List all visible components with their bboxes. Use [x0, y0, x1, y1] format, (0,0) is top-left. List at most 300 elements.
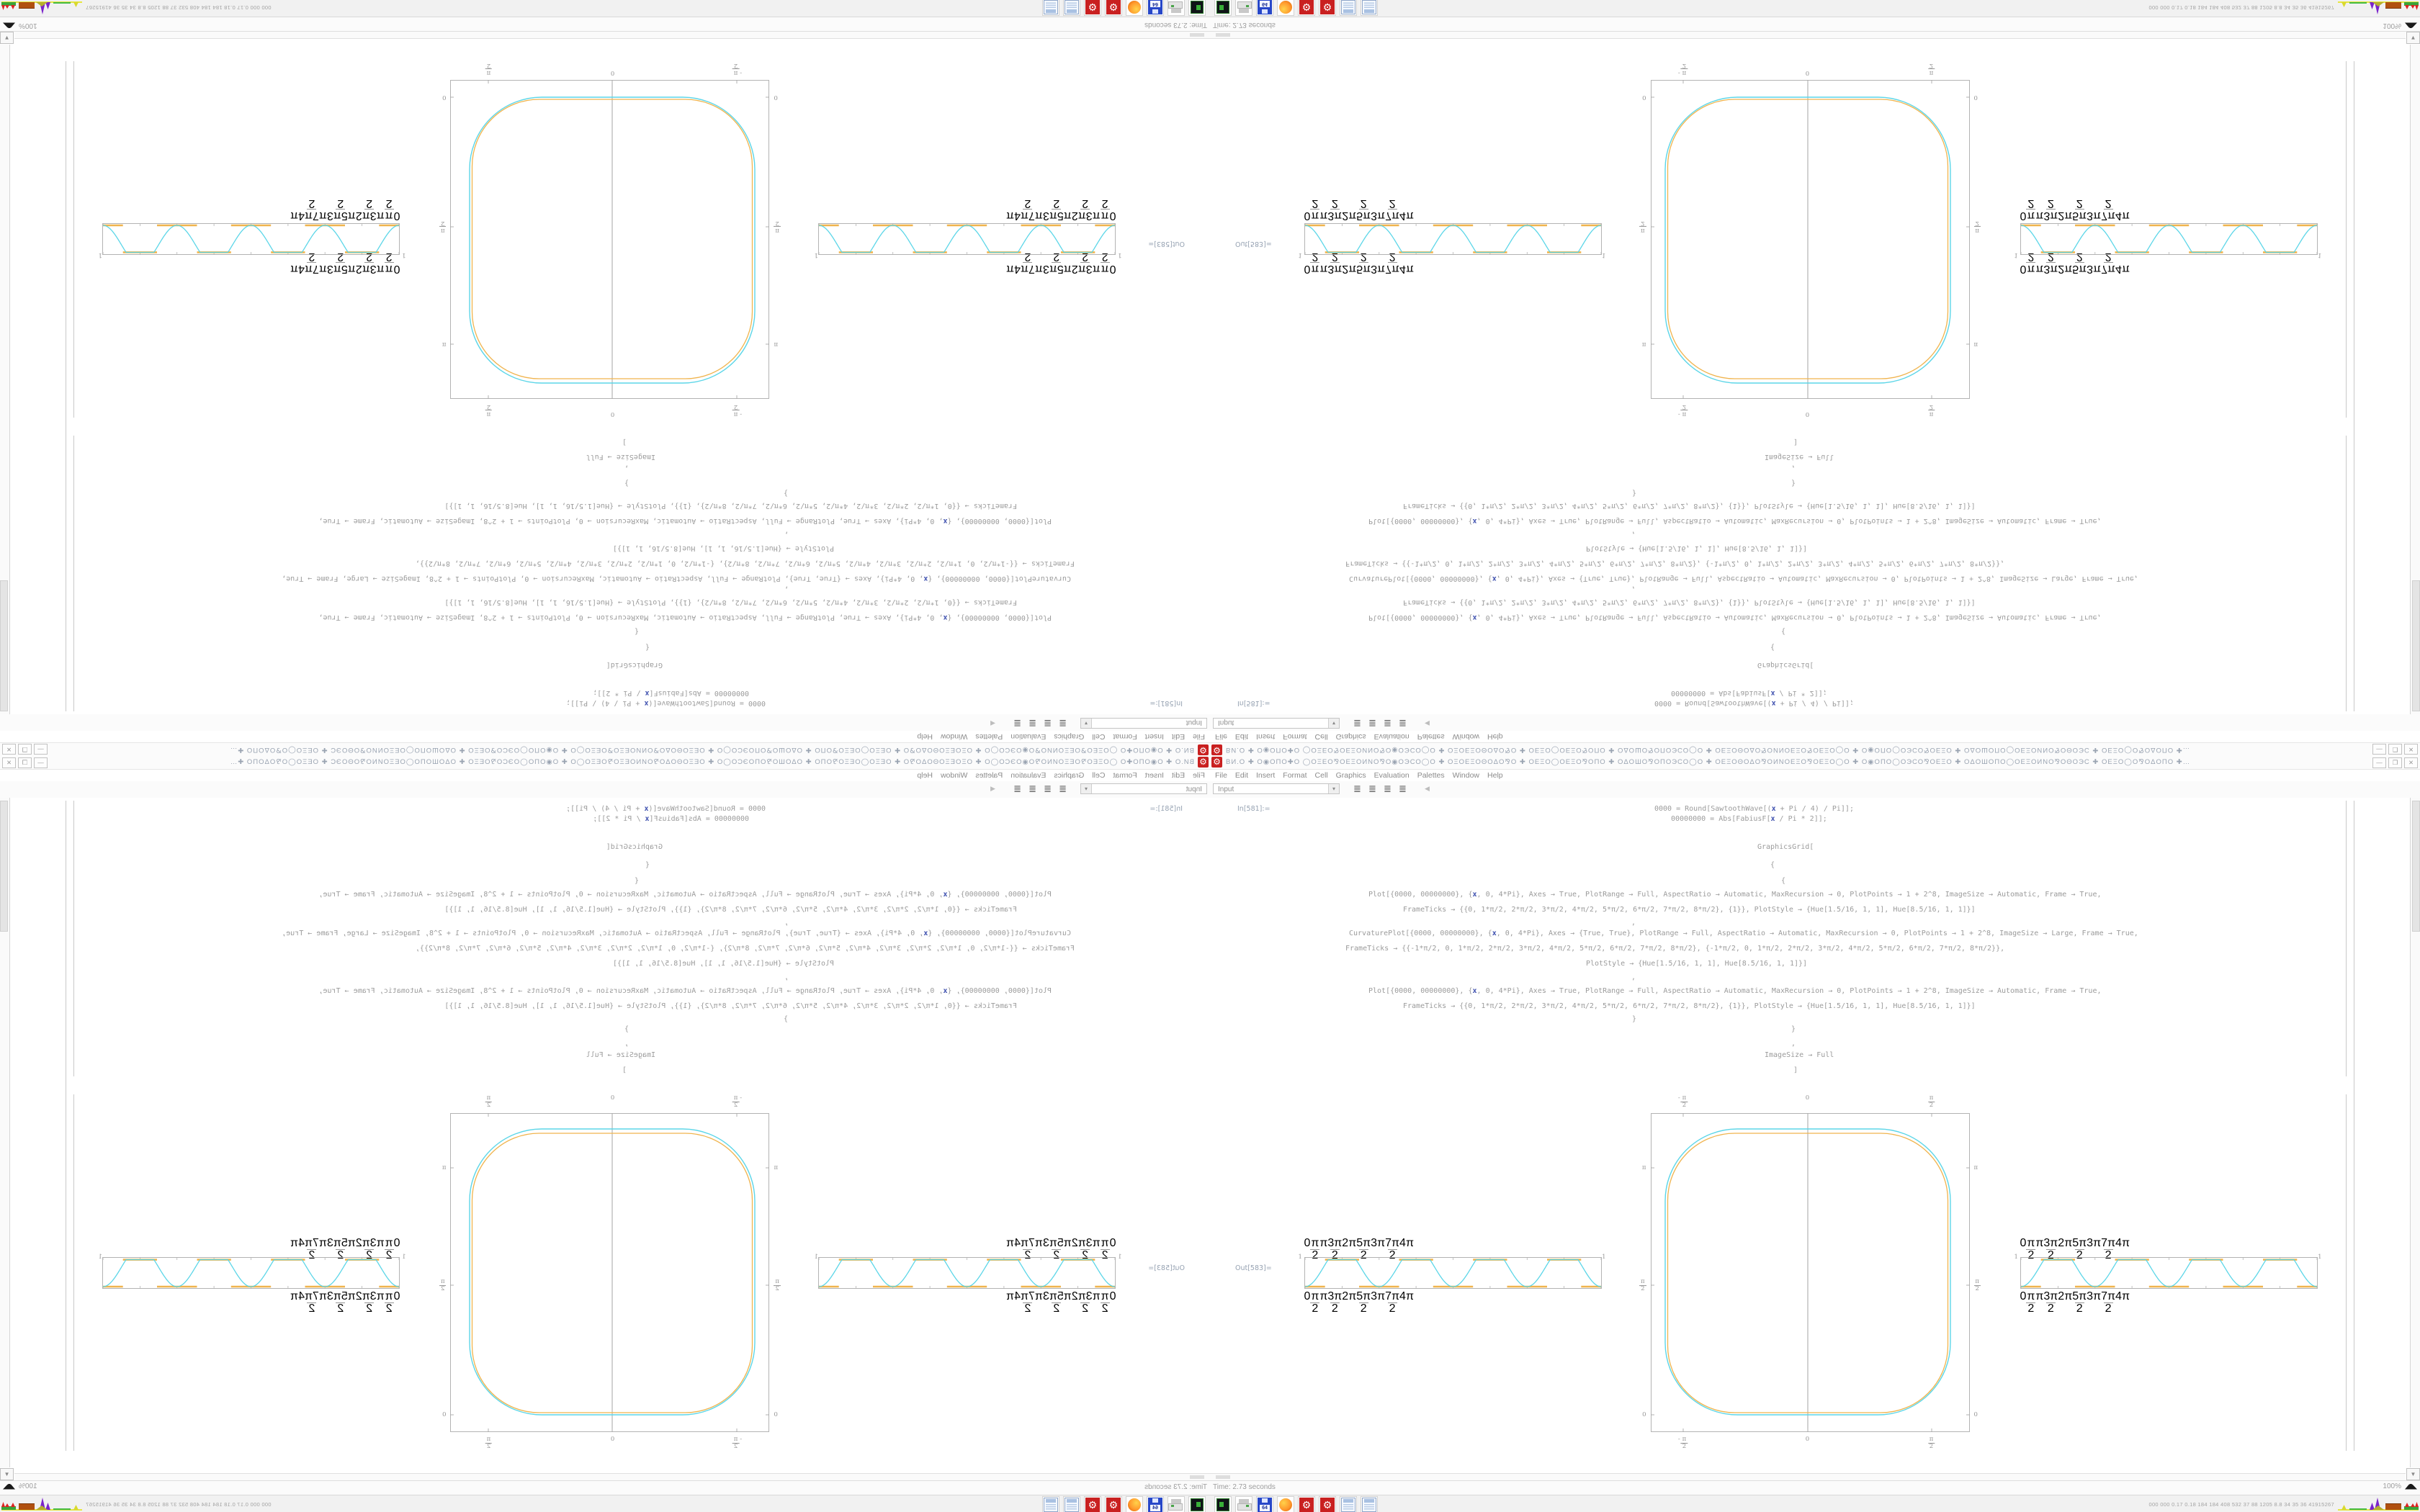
- taskbar-icon-printer[interactable]: [1168, 1496, 1185, 1512]
- wave-plot-frame: [1304, 1257, 1602, 1289]
- taskbar-icon-gear-red[interactable]: ⚙: [1298, 1496, 1315, 1512]
- code-line-6[interactable]: FrameTicks → {{0, 1*π/2, 2*π/2, 3*π/2, 4*π/2, 5*π/2, 6*π/2, 7*π/2, 8*π/2}, {1}}, PlotStyle → {Hue[1.5/16, 1, 1], Hue[8.5/16, 1, 1]}]: [444, 598, 1017, 606]
- tick-label: 2π: [1063, 210, 1078, 222]
- code-line-18[interactable]: ]: [622, 438, 627, 446]
- code-line-5[interactable]: Plot[{0000, 00000000}, {x, 0, 4*Pi}, Axes → True, PlotRange → Full, AspectRatio → Automatic, MaxRecursion → 0, PlotPoints → 1 + 2^8, ImageSize → Automatic, Frame → True,: [318, 613, 1052, 621]
- code-line-9[interactable]: FrameTicks → {{-1*π/2, 0, 1*π/2, 2*π/2, 3*π/2, 4*π/2, 5*π/2, 6*π/2, 7*π/2, 8*π/2}, {-1*π/2, 0, 1*π/2, 2*π/2, 3*π/2, 4*π/2, 5*π/2, 6*π/2, 7*π/2, 8*π/2}},: [415, 559, 1075, 567]
- menu-item-palettes[interactable]: Palettes: [975, 771, 1003, 780]
- menu-item-palettes[interactable]: Palettes: [1417, 771, 1445, 780]
- menu-item-evaluation[interactable]: Evaluation: [1373, 771, 1410, 780]
- y-tick-label: 0: [1642, 1411, 1646, 1418]
- x-tick-label: π 2: [486, 403, 491, 418]
- tick-label: 4π: [290, 263, 305, 276]
- maximize-button[interactable]: ❐: [2388, 744, 2402, 755]
- toolbar-collapse-icon[interactable]: ◀: [990, 785, 995, 792]
- code-line-3[interactable]: {: [1770, 861, 1775, 869]
- code-line-7[interactable]: ,: [1631, 919, 1636, 927]
- dropdown-arrow-icon[interactable]: ▾: [1081, 719, 1092, 728]
- justify-button-3[interactable]: ≣: [1399, 718, 1407, 729]
- vertical-scrollbar[interactable]: [2410, 45, 2420, 714]
- magnification-value[interactable]: 100%: [2383, 1482, 2401, 1490]
- tick-label: π 2: [2027, 250, 2035, 276]
- wave-bottom-tick-labels: [104, 1290, 400, 1315]
- code-line-9[interactable]: FrameTicks → {{-1*π/2, 0, 1*π/2, 2*π/2, 3*π/2, 4*π/2, 5*π/2, 6*π/2, 7*π/2, 8*π/2}, {-1*π/2, 0, 1*π/2, 2*π/2, 3*π/2, 4*π/2, 5*π/2, 6*π/2, 7*π/2, 8*π/2}},: [1345, 945, 2005, 953]
- taskbar-icon-gear-red[interactable]: ⚙: [1319, 1496, 1336, 1512]
- taskbar-icon-floppy-64[interactable]: 64: [1147, 1496, 1164, 1512]
- system-monitor-graph[interactable]: [1, 1, 82, 15]
- code-line-18[interactable]: ]: [1793, 1066, 1798, 1074]
- menu-item-graphics[interactable]: Graphics: [1335, 732, 1366, 741]
- cell-bracket-output[interactable]: [2346, 61, 2347, 418]
- menu-item-insert[interactable]: Insert: [1144, 732, 1164, 741]
- sysmon-red-spike: [11, 1503, 15, 1507]
- magnification-menu-icon[interactable]: [2405, 1484, 2417, 1490]
- menu-item-file[interactable]: File: [1215, 732, 1227, 741]
- menu-item-help[interactable]: Help: [917, 771, 933, 780]
- in-cell-label: In[581]:=: [1237, 699, 1270, 707]
- menu-item-cell[interactable]: Cell: [1314, 732, 1328, 741]
- code-line-13[interactable]: FrameTicks → {{0, 1*π/2, 2*π/2, 3*π/2, 4*π/2, 5*π/2, 6*π/2, 7*π/2, 8*π/2}, {1}}, PlotStyle → {Hue[1.5/16, 1, 1], Hue[8.5/16, 1, 1]}]: [444, 1002, 1017, 1010]
- justify-button-3[interactable]: ≣: [1013, 718, 1021, 729]
- maximize-button[interactable]: ❐: [18, 757, 32, 768]
- code-line-13[interactable]: FrameTicks → {{0, 1*π/2, 2*π/2, 3*π/2, 4*π/2, 5*π/2, 6*π/2, 7*π/2, 8*π/2}, {1}}, PlotStyle → {Hue[1.5/16, 1, 1], Hue[8.5/16, 1, 1]}]: [444, 502, 1017, 510]
- vertical-scrollbar[interactable]: [0, 45, 10, 714]
- taskbar-icon-firefox[interactable]: [1126, 1496, 1143, 1512]
- tick-label: 3π: [2087, 1236, 2102, 1249]
- code-line-1[interactable]: 00000000 = Abs[FabiusF[x / Pi * 2]];: [593, 815, 749, 823]
- magnification-indicator[interactable]: [2383, 1482, 2417, 1490]
- code-line-2[interactable]: GraphicsGrid[: [606, 843, 663, 851]
- code-line-1[interactable]: 00000000 = Abs[FabiusF[x / Pi * 2]];: [1671, 689, 1827, 697]
- toolbar-collapse-icon[interactable]: ◀: [1425, 785, 1430, 792]
- menu-item-help[interactable]: Help: [1487, 732, 1503, 741]
- menu-item-insert[interactable]: Insert: [1144, 771, 1164, 780]
- taskbar-icon-floppy-64[interactable]: 64: [1256, 1496, 1273, 1512]
- taskbar-icon-printer[interactable]: [1168, 0, 1185, 16]
- vertical-scrollbar-thumb[interactable]: [0, 801, 8, 932]
- taskbar-icon-calculator[interactable]: [1042, 1496, 1059, 1512]
- tick-label: $\frac{5\pi}{2}$: [2072, 1236, 2087, 1262]
- menu-item-file[interactable]: File: [1215, 771, 1227, 780]
- magnification-indicator[interactable]: [2383, 22, 2417, 30]
- close-button[interactable]: ✕: [2404, 744, 2418, 755]
- code-line-10[interactable]: PlotStyle → {Hue[1.5/16, 1, 1], Hue[8.5/16, 1, 1]}]: [1586, 544, 1808, 552]
- code-line-16[interactable]: ,: [1791, 1040, 1796, 1048]
- menu-item-edit[interactable]: Edit: [1171, 771, 1186, 780]
- justify-button-2[interactable]: ≣: [1384, 718, 1392, 729]
- tick-label: π: [1092, 1290, 1101, 1302]
- taskbar-icon-gear-red[interactable]: ⚙: [1319, 0, 1336, 16]
- tick-label: 0: [393, 263, 400, 276]
- magnification-indicator[interactable]: [3, 1482, 37, 1490]
- y-tick-label: π: [1641, 341, 1646, 348]
- code-line-7[interactable]: ,: [784, 919, 789, 927]
- code-line-2[interactable]: GraphicsGrid[: [1757, 843, 1814, 851]
- cell-bracket-output[interactable]: [2346, 1094, 2347, 1451]
- code-line-3[interactable]: {: [645, 643, 650, 651]
- horizontal-scrollbar-thumb[interactable]: [1190, 33, 1204, 37]
- scroll-down-button[interactable]: ▼: [2406, 1468, 2420, 1480]
- vertical-scrollbar-thumb[interactable]: [2412, 580, 2420, 711]
- window-buttons: [2, 757, 48, 768]
- menu-item-graphics[interactable]: Graphics: [1054, 771, 1085, 780]
- menu-item-cell[interactable]: Cell: [1314, 771, 1328, 780]
- menu-item-file[interactable]: File: [1193, 732, 1205, 741]
- tick-label: π: [376, 263, 385, 276]
- taskbar-icon-calculator[interactable]: [1063, 0, 1080, 16]
- code-line-10[interactable]: PlotStyle → {Hue[1.5/16, 1, 1], Hue[8.5/16, 1, 1]}]: [1586, 960, 1808, 968]
- code-line-14[interactable]: }: [1632, 489, 1637, 497]
- app-gear-icon: ⚙: [1198, 744, 1209, 755]
- code-line-5[interactable]: Plot[{0000, 00000000}, {x, 0, 4*Pi}, Axes → True, PlotRange → Full, AspectRatio → Automatic, MaxRecursion → 0, PlotPoints → 1 + 2^8, ImageSize → Automatic, Frame → True,: [1368, 891, 2102, 899]
- cell-style-dropdown[interactable]: [1080, 718, 1207, 729]
- close-button[interactable]: ✕: [2, 744, 16, 755]
- code-line-0[interactable]: 0000 = Round[SawtoothWave[(x + Pi / 4) / Pi]];: [1654, 699, 1854, 707]
- taskbar-icon-calculator[interactable]: [1340, 0, 1357, 16]
- system-monitor-graph[interactable]: [2338, 1, 2419, 15]
- menu-item-window[interactable]: Window: [1452, 732, 1480, 741]
- code-line-18[interactable]: ]: [1793, 438, 1798, 446]
- tick-label: 0: [2020, 1236, 2027, 1249]
- menu-item-window[interactable]: Window: [940, 771, 968, 780]
- justify-button-2[interactable]: ≣: [1028, 718, 1036, 729]
- minimize-button[interactable]: —: [34, 757, 48, 768]
- code-line-10[interactable]: PlotStyle → {Hue[1.5/16, 1, 1], Hue[8.5/16, 1, 1]}]: [612, 544, 834, 552]
- taskbar-icon-calculator[interactable]: [1340, 1496, 1357, 1512]
- plot-curvature-rounded-square: [441, 61, 780, 418]
- justify-button-3[interactable]: ≣: [1013, 783, 1021, 794]
- code-line-3[interactable]: {: [1770, 643, 1775, 651]
- dropdown-arrow-icon[interactable]: ▾: [1081, 784, 1092, 793]
- magnification-value[interactable]: 100%: [2383, 22, 2401, 30]
- horizontal-scrollbar[interactable]: [1210, 32, 2406, 39]
- code-line-14[interactable]: }: [783, 489, 788, 497]
- code-line-17[interactable]: ImageSize → Full: [1765, 453, 1834, 461]
- toolbar-collapse-icon[interactable]: ◀: [1425, 720, 1430, 727]
- magnification-menu-icon[interactable]: [3, 1484, 15, 1490]
- window-titlebar[interactable]: [1210, 742, 2420, 756]
- code-line-17[interactable]: ImageSize → Full: [586, 453, 655, 461]
- tick-label: π: [1319, 1236, 1328, 1249]
- scroll-down-button[interactable]: ▼: [0, 1468, 14, 1480]
- taskbar-icon-floppy-64[interactable]: 64: [1147, 0, 1164, 16]
- curvature-plot-frame: [451, 1113, 770, 1432]
- justify-button-1[interactable]: ≣: [1368, 718, 1376, 729]
- x-tick-label: $\frac{\pi}{2}$: [486, 1094, 491, 1109]
- magnification-value[interactable]: 100%: [19, 22, 37, 30]
- menu-item-window[interactable]: Window: [940, 732, 968, 741]
- code-line-12[interactable]: Plot[{0000, 00000000}, {x, 0, 4*Pi}, Axes → True, PlotRange → Full, AspectRatio → Automatic, MaxRecursion → 0, PlotPoints → 1 + 2^8, ImageSize → Automatic, Frame → True,: [1368, 987, 2102, 995]
- magnification-value[interactable]: 100%: [19, 1482, 37, 1490]
- tick-label: 0: [1109, 1236, 1116, 1249]
- justify-button-1[interactable]: ≣: [1044, 718, 1052, 729]
- taskbar: [0, 0, 1210, 17]
- plot-square-wave-left: [814, 1236, 1122, 1315]
- close-button[interactable]: ✕: [2404, 757, 2418, 768]
- system-monitor-graph[interactable]: [1, 1497, 82, 1511]
- format-toolbar: [0, 781, 1210, 798]
- code-line-6[interactable]: FrameTicks → {{0, 1*π/2, 2*π/2, 3*π/2, 4*π/2, 5*π/2, 6*π/2, 7*π/2, 8*π/2}, {1}}, PlotStyle → {Hue[1.5/16, 1, 1], Hue[8.5/16, 1, 1]}]: [1403, 906, 1976, 914]
- magnification-indicator[interactable]: [3, 22, 37, 30]
- x-tick-label: - $\frac{\pi}{2}$: [733, 1094, 743, 1109]
- code-line-8[interactable]: CurvaturePlot[{0000, 00000000}, {x, 0, 4*Pi}, Axes → {True, True}, PlotRange → Full, AspectRatio → Automatic, MaxRecursion → 0, PlotPoints → 1 + 2^8, ImageSize → Large, Frame → True,: [282, 930, 1071, 937]
- justify-button-0[interactable]: ≣: [1059, 783, 1067, 794]
- justify-button-2[interactable]: ≣: [1028, 783, 1036, 794]
- horizontal-scrollbar[interactable]: [14, 32, 1210, 39]
- code-line-11[interactable]: ,: [1631, 531, 1636, 539]
- wave-plot-frame: [819, 224, 1116, 256]
- code-line-0[interactable]: 0000 = Round[SawtoothWave[(x + Pi / 4) / Pi]];: [566, 699, 766, 707]
- code-line-9[interactable]: FrameTicks → {{-1*π/2, 0, 1*π/2, 2*π/2, 3*π/2, 4*π/2, 5*π/2, 6*π/2, 7*π/2, 8*π/2}, {-1*π/2, 0, 1*π/2, 2*π/2, 3*π/2, 4*π/2, 5*π/2, 6*π/2, 7*π/2, 8*π/2}},: [1345, 559, 2005, 567]
- cell-bracket-input[interactable]: [2346, 801, 2347, 1076]
- justify-button-0[interactable]: ≣: [1353, 718, 1361, 729]
- code-line-1[interactable]: 00000000 = Abs[FabiusF[x / Pi * 2]];: [1671, 815, 1827, 823]
- taskbar-icon-firefox[interactable]: [1126, 0, 1143, 16]
- cell-style-value: Input: [1186, 786, 1202, 793]
- sysmon-olive-mound: [36, 2, 48, 6]
- cell-style-dropdown[interactable]: [1213, 718, 1340, 729]
- taskbar-icon-firefox[interactable]: [1277, 1496, 1294, 1512]
- code-line-15[interactable]: }: [1791, 1025, 1796, 1033]
- menu-item-insert[interactable]: Insert: [1256, 771, 1276, 780]
- menu-item-format[interactable]: Format: [1283, 771, 1307, 780]
- horizontal-scrollbar-thumb[interactable]: [1216, 1475, 1230, 1479]
- menu-item-edit[interactable]: Edit: [1234, 771, 1249, 780]
- sysmon-green-line: [2349, 1508, 2367, 1510]
- taskbar-icon-calculator[interactable]: [1361, 0, 1378, 16]
- taskbar-icon-terminal[interactable]: [1214, 0, 1232, 16]
- code-line-12[interactable]: Plot[{0000, 00000000}, {x, 0, 4*Pi}, Axes → True, PlotRange → Full, AspectRatio → Automatic, MaxRecursion → 0, PlotPoints → 1 + 2^8, ImageSize → Automatic, Frame → True,: [318, 517, 1052, 525]
- taskbar-icon-floppy-64[interactable]: 64: [1256, 0, 1273, 16]
- cell-style-dropdown[interactable]: [1213, 783, 1340, 794]
- menu-item-help[interactable]: Help: [1487, 771, 1503, 780]
- taskbar-icon-gear-red[interactable]: ⚙: [1298, 0, 1315, 16]
- minimize-button[interactable]: —: [34, 744, 48, 755]
- code-line-8[interactable]: CurvaturePlot[{0000, 00000000}, {x, 0, 4*Pi}, Axes → {True, True}, PlotRange → Full, AspectRatio → Automatic, MaxRecursion → 0, PlotPoints → 1 + 2^8, ImageSize → Large, Frame → True,: [282, 575, 1071, 582]
- magnification-menu-icon[interactable]: [3, 23, 15, 29]
- horizontal-scrollbar-thumb[interactable]: [1190, 1475, 1204, 1479]
- taskbar-icon-printer[interactable]: [1235, 1496, 1252, 1512]
- code-line-4[interactable]: {: [634, 877, 639, 885]
- menu-item-edit[interactable]: Edit: [1234, 732, 1249, 741]
- sysmon-olive-mound: [2372, 2, 2384, 6]
- system-stats-text: 000 000 0.17 0.18 184 184 408 532 37 88 1205 8.8 34 35 36 41915267: [86, 4, 272, 12]
- cell-bracket-input[interactable]: [2346, 436, 2347, 711]
- window-titlebar[interactable]: [1210, 756, 2420, 770]
- code-line-17[interactable]: ImageSize → Full: [1765, 1051, 1834, 1059]
- code-line-8[interactable]: CurvaturePlot[{0000, 00000000}, {x, 0, 4*Pi}, Axes → {True, True}, PlotRange → Full, AspectRatio → Automatic, MaxRecursion → 0, PlotPoints → 1 + 2^8, ImageSize → Large, Frame → True,: [1349, 930, 2138, 937]
- taskbar-icon-terminal[interactable]: [1188, 0, 1206, 16]
- code-line-14[interactable]: }: [783, 1015, 788, 1023]
- code-line-15[interactable]: }: [1791, 479, 1796, 487]
- sysmon-purple-spike: [45, 1503, 50, 1510]
- tick-label: 5π 2: [1356, 250, 1371, 276]
- code-line-14[interactable]: }: [1632, 1015, 1637, 1023]
- menu-item-format[interactable]: Format: [1113, 771, 1137, 780]
- tick-label: 2π: [2058, 1290, 2073, 1302]
- tick-label: 2π: [1342, 1290, 1357, 1302]
- code-line-6[interactable]: FrameTicks → {{0, 1*π/2, 2*π/2, 3*π/2, 4*π/2, 5*π/2, 6*π/2, 7*π/2, 8*π/2}, {1}}, PlotStyle → {Hue[1.5/16, 1, 1], Hue[8.5/16, 1, 1]}]: [444, 906, 1017, 914]
- code-line-15[interactable]: }: [624, 1025, 629, 1033]
- taskbar-icon-gear-red[interactable]: ⚙: [1105, 1496, 1122, 1512]
- taskbar-icon-firefox[interactable]: [1277, 0, 1294, 16]
- taskbar: [1210, 0, 2420, 17]
- menu-item-file[interactable]: File: [1193, 771, 1205, 780]
- menu-item-graphics[interactable]: Graphics: [1054, 732, 1085, 741]
- tick-label: $\frac{7\pi}{2}$: [2101, 1290, 2116, 1315]
- notebook-content[interactable]: [1210, 798, 2420, 1480]
- code-line-16[interactable]: ,: [624, 464, 629, 472]
- magnification-menu-icon[interactable]: [2405, 23, 2417, 29]
- code-line-0[interactable]: 0000 = Round[SawtoothWave[(x + Pi / 4) / Pi]];: [566, 805, 766, 813]
- code-line-11[interactable]: ,: [784, 973, 789, 981]
- x-tick-label: - $\frac{\pi}{2}$: [1677, 1436, 1687, 1450]
- system-tray: [2148, 1496, 2419, 1512]
- code-line-2[interactable]: GraphicsGrid[: [606, 661, 663, 669]
- window-titlebar[interactable]: [0, 756, 1210, 770]
- justify-button-1[interactable]: ≣: [1368, 783, 1376, 794]
- y-tick-1-right: 1: [98, 251, 102, 259]
- code-line-16[interactable]: ,: [624, 1040, 629, 1048]
- code-line-0[interactable]: 0000 = Round[SawtoothWave[(x + Pi / 4) / Pi]];: [1654, 805, 1854, 813]
- taskbar-icon-calculator[interactable]: [1361, 1496, 1378, 1512]
- code-line-6[interactable]: FrameTicks → {{0, 1*π/2, 2*π/2, 3*π/2, 4*π/2, 5*π/2, 6*π/2, 7*π/2, 8*π/2}, {1}}, PlotStyle → {Hue[1.5/16, 1, 1], Hue[8.5/16, 1, 1]}]: [1403, 598, 1976, 606]
- tick-label: 2π: [2058, 210, 2073, 222]
- menu-item-cell[interactable]: Cell: [1092, 732, 1106, 741]
- tick-label: 3π 2: [2043, 250, 2058, 276]
- taskbar-icon-gear-red[interactable]: ⚙: [1105, 0, 1122, 16]
- scroll-down-button[interactable]: ▼: [2406, 32, 2420, 44]
- justify-buttons: [1012, 783, 1068, 794]
- code-line-3[interactable]: {: [645, 861, 650, 869]
- tick-label: 3π: [318, 1236, 333, 1249]
- sysmon-green-line: [53, 2, 71, 4]
- wave-top-tick-labels: [1304, 1236, 1600, 1262]
- cell-bracket-output[interactable]: [73, 61, 74, 418]
- sysmon-red-spike: [2405, 5, 2409, 9]
- y-tick-1-left: 1: [402, 251, 406, 259]
- menu-item-insert[interactable]: Insert: [1256, 732, 1276, 741]
- code-line-2[interactable]: GraphicsGrid[: [1757, 661, 1814, 669]
- cell-style-dropdown[interactable]: [1080, 783, 1207, 794]
- code-line-13[interactable]: FrameTicks → {{0, 1*π/2, 2*π/2, 3*π/2, 4*π/2, 5*π/2, 6*π/2, 7*π/2, 8*π/2}, {1}}, PlotStyle → {Hue[1.5/16, 1, 1], Hue[8.5/16, 1, 1]}]: [1403, 1002, 1976, 1010]
- code-line-16[interactable]: ,: [1791, 464, 1796, 472]
- notebook-content[interactable]: [0, 32, 1210, 714]
- justify-button-0[interactable]: ≣: [1059, 718, 1067, 729]
- menu-item-palettes[interactable]: Palettes: [975, 732, 1003, 741]
- menu-item-edit[interactable]: Edit: [1171, 732, 1186, 741]
- code-line-11[interactable]: ,: [1631, 973, 1636, 981]
- close-button[interactable]: ✕: [2, 757, 16, 768]
- system-monitor-graph[interactable]: [2338, 1497, 2419, 1511]
- menu-item-window[interactable]: Window: [1452, 771, 1480, 780]
- menu-item-cell[interactable]: Cell: [1092, 771, 1106, 780]
- code-line-4[interactable]: {: [1781, 877, 1786, 885]
- code-line-8[interactable]: CurvaturePlot[{0000, 00000000}, {x, 0, 4*Pi}, Axes → {True, True}, PlotRange → Full, AspectRatio → Automatic, MaxRecursion → 0, PlotPoints → 1 + 2^8, ImageSize → Large, Frame → True,: [1349, 575, 2138, 582]
- menu-item-evaluation[interactable]: Evaluation: [1373, 732, 1410, 741]
- cell-bracket-input[interactable]: [73, 801, 74, 1076]
- code-line-1[interactable]: 00000000 = Abs[FabiusF[x / Pi * 2]];: [593, 689, 749, 697]
- menu-item-format[interactable]: Format: [1113, 732, 1137, 741]
- tick-label: 3π: [1034, 1290, 1049, 1302]
- code-line-7[interactable]: ,: [784, 585, 789, 593]
- taskbar-icon-gear-red[interactable]: ⚙: [1084, 0, 1101, 16]
- code-line-7[interactable]: ,: [1631, 585, 1636, 593]
- code-line-15[interactable]: }: [624, 479, 629, 487]
- window-titlebar[interactable]: [0, 742, 1210, 756]
- scroll-down-button[interactable]: ▼: [0, 32, 14, 44]
- y-tick-1-left: 1: [1298, 251, 1302, 259]
- justify-button-0[interactable]: ≣: [1353, 783, 1361, 794]
- taskbar-icon-terminal[interactable]: [1188, 1496, 1206, 1512]
- dropdown-arrow-icon[interactable]: ▾: [1328, 784, 1339, 793]
- horizontal-scrollbar[interactable]: [1210, 1473, 2406, 1480]
- tick-label: 0: [1304, 1290, 1311, 1302]
- code-line-12[interactable]: Plot[{0000, 00000000}, {x, 0, 4*Pi}, Axes → True, PlotRange → Full, AspectRatio → Automatic, MaxRecursion → 0, PlotPoints → 1 + 2^8, ImageSize → Automatic, Frame → True,: [318, 987, 1052, 995]
- taskbar-icon-printer[interactable]: [1235, 0, 1252, 16]
- wave-plot-frame: [2020, 224, 2318, 256]
- code-line-4[interactable]: {: [634, 627, 639, 635]
- vertical-scrollbar[interactable]: [0, 798, 10, 1467]
- maximize-button[interactable]: ❐: [2388, 757, 2402, 768]
- menu-item-evaluation[interactable]: Evaluation: [1010, 771, 1047, 780]
- wave-plot-frame: [1304, 224, 1602, 256]
- maximize-button[interactable]: ❐: [18, 744, 32, 755]
- code-line-17[interactable]: ImageSize → Full: [586, 1051, 655, 1059]
- wave-bottom-tick-labels: [1304, 1290, 1600, 1315]
- cell-bracket-output[interactable]: [73, 1094, 74, 1451]
- code-line-4[interactable]: {: [1781, 627, 1786, 635]
- minimize-button[interactable]: —: [2372, 757, 2386, 768]
- code-line-11[interactable]: ,: [784, 531, 789, 539]
- code-line-5[interactable]: Plot[{0000, 00000000}, {x, 0, 4*Pi}, Axes → True, PlotRange → Full, AspectRatio → Automatic, MaxRecursion → 0, PlotPoints → 1 + 2^8, ImageSize → Automatic, Frame → True,: [1368, 613, 2102, 621]
- taskbar-icon-terminal[interactable]: [1214, 1496, 1232, 1512]
- code-line-13[interactable]: FrameTicks → {{0, 1*π/2, 2*π/2, 3*π/2, 4*π/2, 5*π/2, 6*π/2, 7*π/2, 8*π/2}, {1}}, PlotStyle → {Hue[1.5/16, 1, 1], Hue[8.5/16, 1, 1]}]: [1403, 502, 1976, 510]
- menu-item-format[interactable]: Format: [1283, 732, 1307, 741]
- plot-curvature-rounded-square: [1640, 1094, 1979, 1451]
- code-line-12[interactable]: Plot[{0000, 00000000}, {x, 0, 4*Pi}, Axes → True, PlotRange → Full, AspectRatio → Automatic, MaxRecursion → 0, PlotPoints → 1 + 2^8, ImageSize → Automatic, Frame → True,: [1368, 517, 2102, 525]
- justify-button-2[interactable]: ≣: [1384, 783, 1392, 794]
- code-line-9[interactable]: FrameTicks → {{-1*π/2, 0, 1*π/2, 2*π/2, 3*π/2, 4*π/2, 5*π/2, 6*π/2, 7*π/2, 8*π/2}, {-1*π/2, 0, 1*π/2, 2*π/2, 3*π/2, 4*π/2, 5*π/2, 6*π/2, 7*π/2, 8*π/2}},: [415, 945, 1075, 953]
- wave-top-tick-labels: [2020, 1236, 2316, 1262]
- justify-button-1[interactable]: ≣: [1044, 783, 1052, 794]
- y-tick-label: 0: [1973, 1411, 1978, 1418]
- taskbar-icon-calculator[interactable]: [1063, 1496, 1080, 1512]
- horizontal-scrollbar-thumb[interactable]: [1216, 33, 1230, 37]
- vertical-scrollbar[interactable]: [2410, 798, 2420, 1467]
- cell-bracket-input[interactable]: [73, 436, 74, 711]
- menu-bar: [1215, 770, 1503, 781]
- horizontal-scrollbar[interactable]: [14, 1473, 1210, 1480]
- code-line-18[interactable]: ]: [622, 1066, 627, 1074]
- vertical-scrollbar-thumb[interactable]: [2412, 801, 2420, 932]
- notebook-content[interactable]: [1210, 32, 2420, 714]
- code-line-10[interactable]: PlotStyle → {Hue[1.5/16, 1, 1], Hue[8.5/16, 1, 1]}]: [612, 960, 834, 968]
- code-line-5[interactable]: Plot[{0000, 00000000}, {x, 0, 4*Pi}, Axes → True, PlotRange → Full, AspectRatio → Automatic, MaxRecursion → 0, PlotPoints → 1 + 2^8, ImageSize → Automatic, Frame → True,: [318, 891, 1052, 899]
- minimize-button[interactable]: —: [2372, 744, 2386, 755]
- notebook-content[interactable]: [0, 798, 1210, 1480]
- taskbar-icon-gear-red[interactable]: ⚙: [1084, 1496, 1101, 1512]
- vertical-scrollbar-thumb[interactable]: [0, 580, 8, 711]
- justify-button-3[interactable]: ≣: [1399, 783, 1407, 794]
- toolbar-collapse-icon[interactable]: ◀: [990, 720, 995, 727]
- taskbar-icon-calculator[interactable]: [1042, 0, 1059, 16]
- menu-item-help[interactable]: Help: [917, 732, 933, 741]
- dropdown-arrow-icon[interactable]: ▾: [1328, 719, 1339, 728]
- menu-item-evaluation[interactable]: Evaluation: [1010, 732, 1047, 741]
- menu-item-graphics[interactable]: Graphics: [1335, 771, 1366, 780]
- menu-item-palettes[interactable]: Palettes: [1417, 732, 1445, 741]
